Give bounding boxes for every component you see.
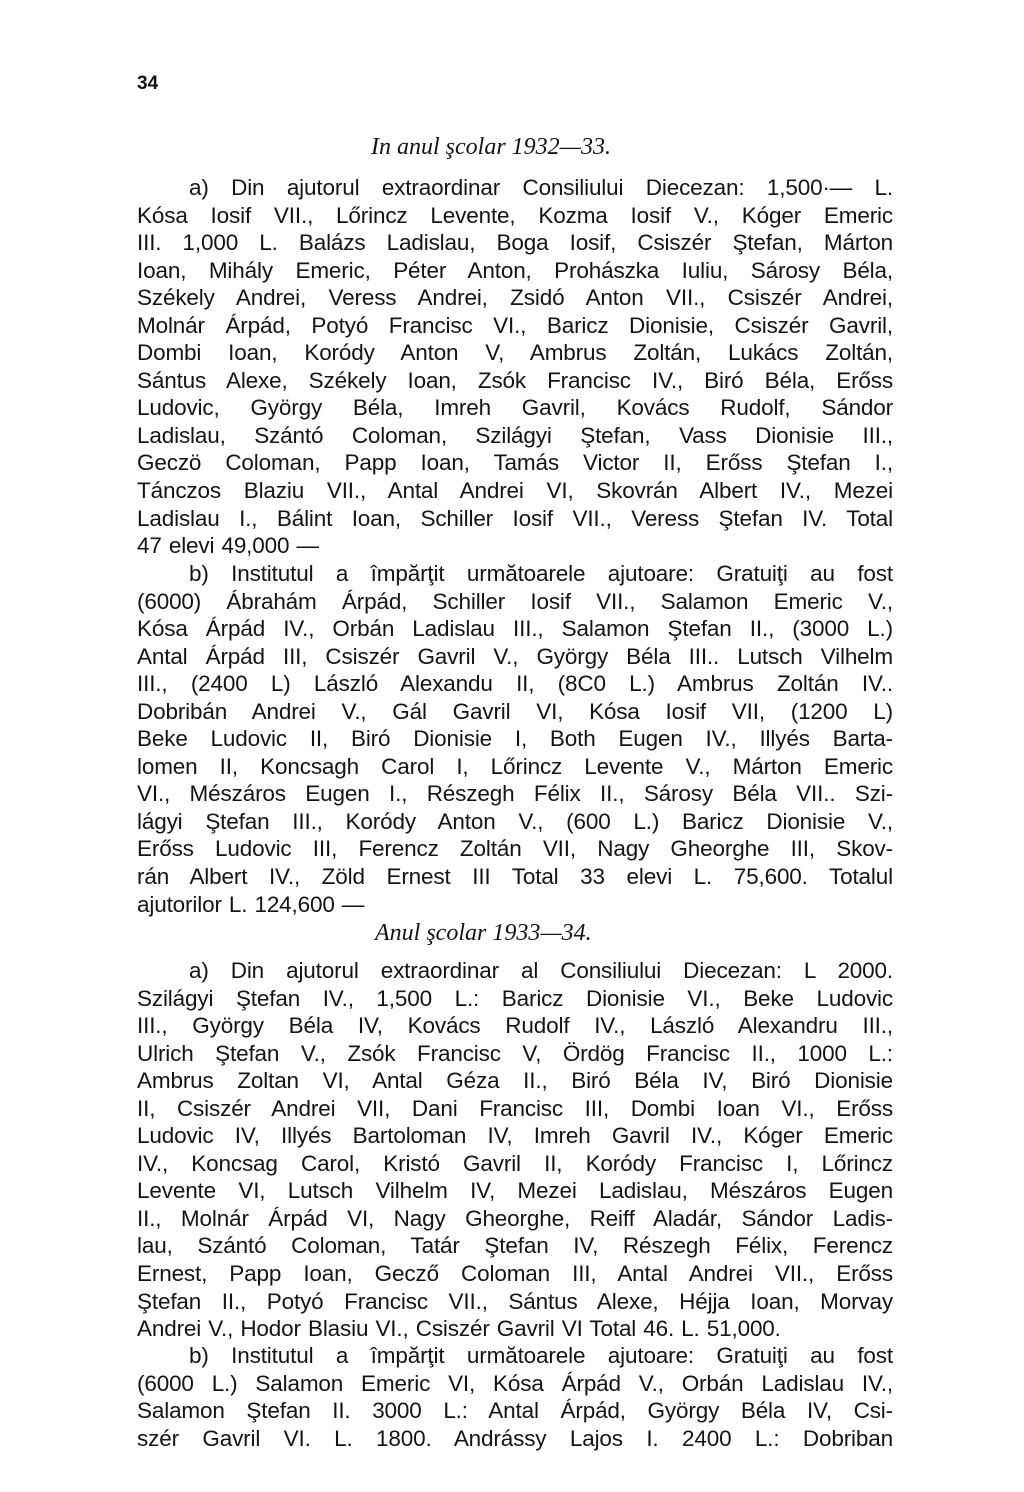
text-line: Dobribán Andrei V., Gál Gavril VI, Kósa Iosif VII, (1200 L) xyxy=(137,698,893,724)
paragraph xyxy=(137,174,893,560)
text-line: Kósa Árpád IV., Orbán Ladislau III., Salamon Ştefan II., (3000 L.) xyxy=(137,616,893,642)
text-line: Dombi Ioan, Koródy Anton V, Ambrus Zoltán, Lukács Zoltán, xyxy=(137,340,893,366)
text-line: ajutorilor L. 124,600 — xyxy=(137,891,365,917)
paragraph xyxy=(137,957,893,1343)
text-line: Kósa Iosif VII., Lőrincz Levente, Kozma Iosif V., Kóger Emeric xyxy=(137,202,893,228)
text-line: Molnár Árpád, Potyó Francisc VI., Baricz Dionisie, Csiszér Gavril, xyxy=(137,312,893,338)
page-number: 34 xyxy=(137,73,159,94)
text-line: a) Din ajutorul extraordinar al Consiliului Diecezan: L 2000. xyxy=(189,958,893,983)
text-line: Geczö Coloman, Papp Ioan, Tamás Victor II, Erőss Ştefan I., xyxy=(137,450,893,476)
text-line: III. 1,000 L. Balázs Ladislau, Boga Iosif, Csiszér Ştefan, Márton xyxy=(137,230,893,256)
text-line: Andrei V., Hodor Blasiu VI., Csiszér Gavril VI Total 46. L. 51,000. xyxy=(137,1316,781,1342)
text-line: Levente VI, Lutsch Vilhelm IV, Mezei Ladislau, Mészáros Eugen xyxy=(137,1178,893,1204)
text-line: VI., Mészáros Eugen I., Részegh Félix II., Sárosy Béla VII.. Szi- xyxy=(137,781,893,807)
text-line: Ernest, Papp Ioan, Gecző Coloman III, Antal Andrei VII., Erőss xyxy=(137,1261,893,1287)
text-line: Ulrich Ştefan V., Zsók Francisc V, Ördög Francisc II., 1000 L.: xyxy=(137,1040,893,1066)
text-line: II., Molnár Árpád VI, Nagy Gheorghe, Reiff Aladár, Sándor Ladis- xyxy=(137,1205,893,1231)
text-line: Tánczos Blaziu VII., Antal Andrei VI, Skovrán Albert IV., Mezei xyxy=(137,478,893,504)
text-line: III., György Béla IV, Kovács Rudolf IV., László Alexandru III., xyxy=(137,1013,893,1039)
text-line: (6000) Ábrahám Árpád, Schiller Iosif VII., Salamon Emeric V., xyxy=(137,588,893,614)
text-line: rán Albert IV., Zöld Ernest III Total 33 elevi L. 75,600. Totalul xyxy=(137,864,893,890)
text-line: IV., Koncsag Carol, Kristó Gavril II, Koródy Francisc I, Lőrincz xyxy=(137,1150,893,1176)
text-line: Ştefan II., Potyó Francisc VII., Sántus Alexe, Héjja Ioan, Morvay xyxy=(137,1288,893,1314)
section-heading: In anul şcolar 1932—33. xyxy=(371,134,611,160)
text-line: Erőss Ludovic III, Ferencz Zoltán VII, Nagy Gheorghe III, Skov- xyxy=(137,836,893,862)
text-line: lomen II, Koncsagh Carol I, Lőrincz Levente V., Márton Emeric xyxy=(137,753,893,779)
text-line: Szilágyi Ştefan IV., 1,500 L.: Baricz Dionisie VI., Beke Ludovic xyxy=(137,985,893,1011)
text-line: 47 elevi 49,000 — xyxy=(137,533,319,559)
text-line: Ludovic, György Béla, Imreh Gavril, Kovács Rudolf, Sándor xyxy=(137,395,893,421)
text-line: a) Din ajutorul extraordinar Consiliului Diecezan: 1,500·— L. xyxy=(189,175,893,200)
paragraph xyxy=(137,560,893,918)
text-line: Ladislau, Szántó Coloman, Szilágyi Ştefan, Vass Dionisie III., xyxy=(137,422,893,448)
text-line: Ladislau I., Bálint Ioan, Schiller Iosif VII., Veress Ştefan IV. Total xyxy=(137,505,893,531)
text-line: Beke Ludovic II, Biró Dionisie I, Both Eugen IV., Illyés Barta- xyxy=(137,726,893,752)
text-line: lágyi Ştefan III., Koródy Anton V., (600 L.) Baricz Dionisie V., xyxy=(137,808,893,834)
text-line: b) Institutul a împărţit următoarele ajutoare: Gratuiţi au fost xyxy=(189,561,893,586)
text-line: Ludovic IV, Illyés Bartoloman IV, Imreh Gavril IV., Kóger Emeric xyxy=(137,1123,893,1149)
text-line: b) Institutul a împărţit următoarele ajutoare: Gratuiţi au fost xyxy=(189,1343,893,1368)
text-line: szér Gavril VI. L. 1800. Andrássy Lajos I. 2400 L.: Dobriban xyxy=(137,1425,893,1451)
text-line: (6000 L.) Salamon Emeric VI, Kósa Árpád V., Orbán Ladislau IV., xyxy=(137,1370,893,1396)
text-line: II, Csiszér Andrei VII, Dani Francisc III, Dombi Ioan VI., Erőss xyxy=(137,1095,893,1121)
text-line: Salamon Ştefan II. 3000 L.: Antal Árpád, György Béla IV, Csi- xyxy=(137,1398,893,1424)
text-line: Antal Árpád III, Csiszér Gavril V., György Béla III.. Lutsch Vilhelm xyxy=(137,643,893,669)
text-line: Sántus Alexe, Székely Ioan, Zsók Francisc IV., Biró Béla, Erőss xyxy=(137,367,893,393)
text-line: Ambrus Zoltan VI, Antal Géza II., Biró Béla IV, Biró Dionisie xyxy=(137,1068,893,1094)
text-line: lau, Szántó Coloman, Tatár Ştefan IV, Részegh Félix, Ferencz xyxy=(137,1233,893,1259)
text-line: Ioan, Mihály Emeric, Péter Anton, Prohászka Iuliu, Sárosy Béla, xyxy=(137,257,893,283)
paragraph xyxy=(137,1342,893,1452)
section-heading: Anul şcolar 1933—34. xyxy=(375,920,592,946)
text-line: Székely Andrei, Veress Andrei, Zsidó Anton VII., Csiszér Andrei, xyxy=(137,285,893,311)
text-line: III., (2400 L) László Alexandu II, (8C0 L.) Ambrus Zoltán IV.. xyxy=(137,671,893,697)
